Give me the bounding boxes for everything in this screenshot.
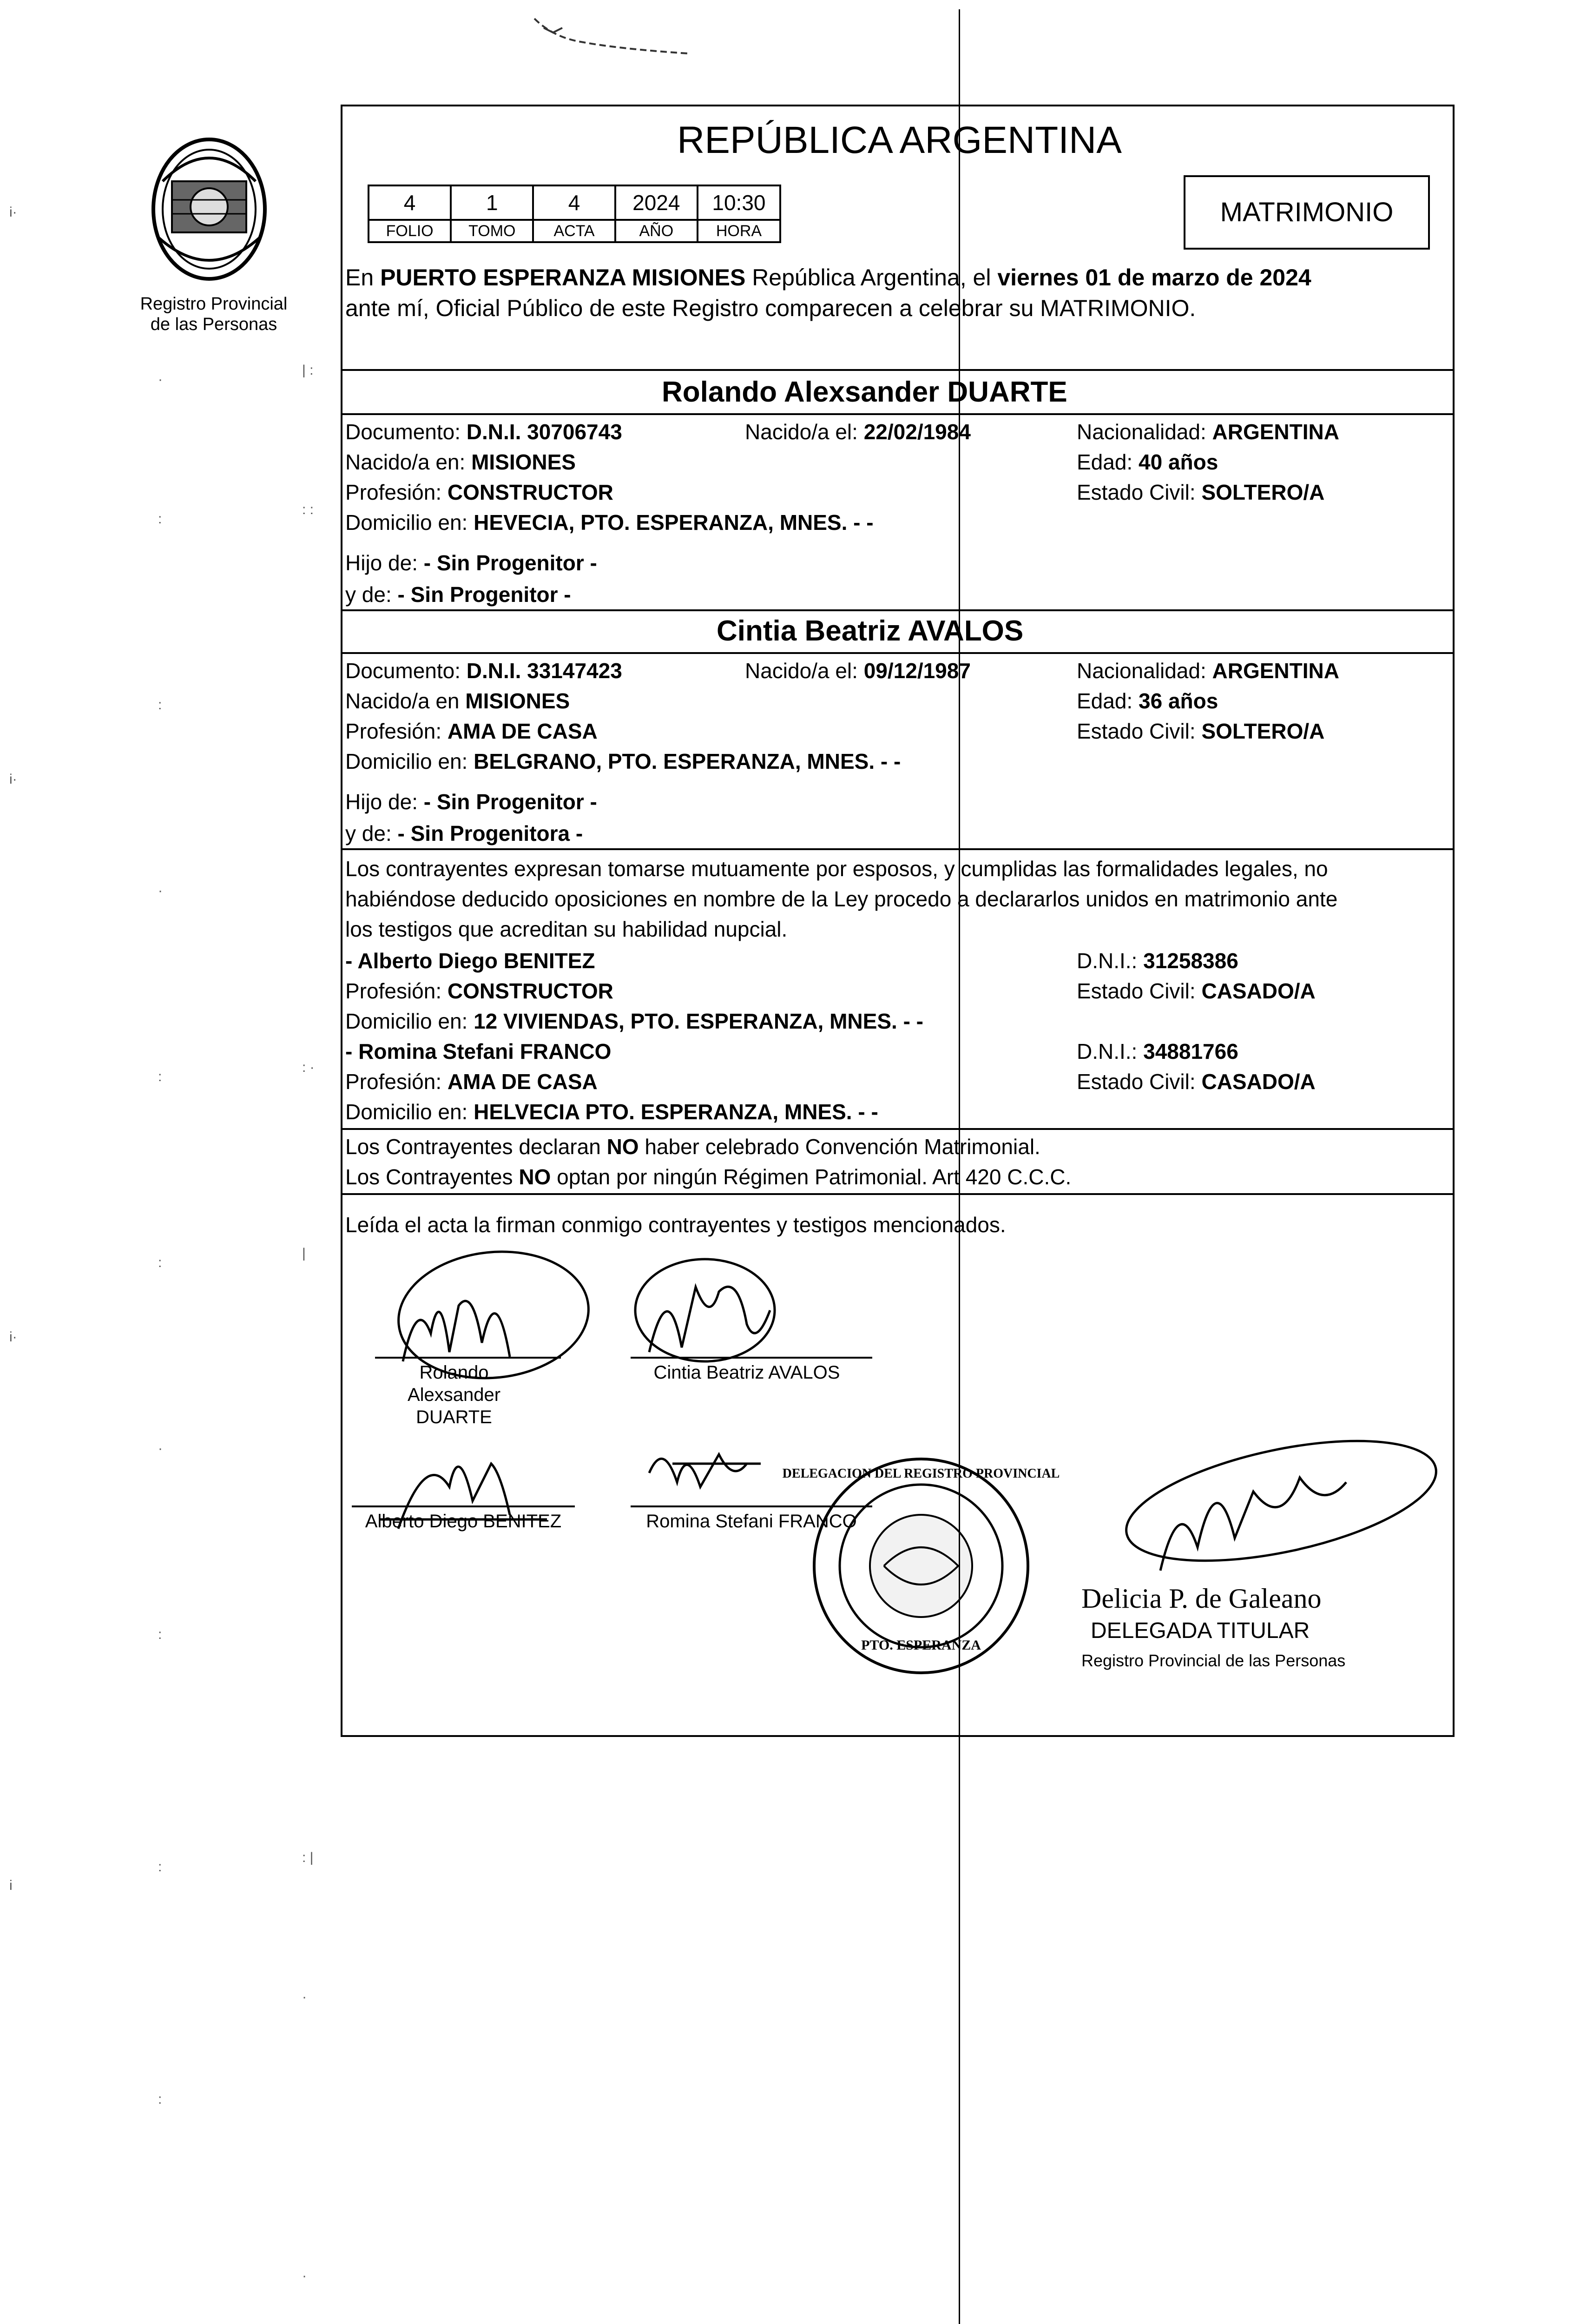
groom-mother: y de: - Sin Progenitor -: [345, 582, 571, 607]
margin-dots: | : : : : · | : | · ·: [302, 363, 315, 2284]
witness-2-address: Domicilio en: HELVECIA PTO. ESPERANZA, MNES. - -: [345, 1100, 878, 1124]
intro-date: viernes 01 de marzo de 2024: [997, 264, 1311, 290]
intro-line-1: En PUERTO ESPERANZA MISIONES República Argentina, el viernes 01 de marzo de 2024: [345, 264, 1311, 290]
acta-value: 4: [533, 185, 615, 220]
bride-birthplace: Nacido/a en MISIONES: [345, 689, 570, 713]
registry-name-line1: Registro Provincial: [140, 294, 288, 314]
witness-2-profession: Profesión: AMA DE CASA: [345, 1070, 598, 1094]
signature-line: [375, 1357, 561, 1359]
groom-profession: Profesión: CONSTRUCTOR: [345, 480, 613, 504]
stamp-outer-text: DELEGACION DEL REGISTRO PROVINCIAL: [782, 1466, 1060, 1481]
witness-1-profession: Profesión: CONSTRUCTOR: [345, 979, 613, 1003]
tomo-label: TOMO: [451, 220, 533, 242]
divider: [342, 1193, 1453, 1195]
bride-age: Edad: 36 años: [1077, 689, 1218, 713]
folio-value: 4: [369, 185, 451, 220]
bride-doc: Documento: D.N.I. 33147423: [345, 659, 622, 683]
witness-2-name: - Romina Stefani FRANCO: [345, 1039, 612, 1063]
bride-profession: Profesión: AMA DE CASA: [345, 719, 598, 743]
bride-civil-status: Estado Civil: SOLTERO/A: [1077, 719, 1325, 743]
scan-artifact: [525, 9, 702, 65]
hour-value: 10:30: [698, 185, 780, 220]
country-title: REPÚBLICA ARGENTINA: [677, 119, 1122, 161]
declaration-line-2: habiéndose deducido oposiciones en nombre de la Ley procedo a declararlos unidos en matrimonio ante: [345, 887, 1338, 911]
doc-type-box: [1184, 175, 1430, 250]
bride-born: Nacido/a el: 09/12/1987: [745, 659, 971, 683]
folio-table: [368, 185, 781, 243]
registry-name-line2: de las Personas: [150, 315, 277, 334]
groom-civil-status: Estado Civil: SOLTERO/A: [1077, 480, 1325, 504]
witness-1-dni: D.N.I.: 31258386: [1077, 949, 1238, 973]
acta-label: ACTA: [533, 220, 615, 242]
official-office: Registro Provincial de las Personas: [1081, 1651, 1346, 1670]
bride-signature-label: Cintia Beatriz AVALOS: [653, 1362, 840, 1383]
scan-fold-line: [959, 9, 960, 2324]
regime-line-1: Los Contrayentes declaran NO haber celebrado Convención Matrimonial.: [345, 1135, 1040, 1159]
divider: [342, 369, 1453, 371]
divider: [342, 413, 1453, 415]
groom-name: Rolando Alexsander DUARTE: [662, 376, 1067, 408]
official-signature: [1105, 1436, 1458, 1585]
stamp-inner-text: PTO. ESPERANZA: [861, 1637, 981, 1653]
declaration-line-1: Los contrayentes expresan tomarse mutuamente por esposos, y cumplidas las formalidades legales, no: [345, 857, 1328, 881]
groom-born: Nacido/a el: 22/02/1984: [745, 420, 971, 444]
groom-birthplace: Nacido/a en: MISIONES: [345, 450, 576, 474]
witness-1-name: - Alberto Diego BENITEZ: [345, 949, 595, 973]
groom-age: Edad: 40 años: [1077, 450, 1218, 474]
official-title: DELEGADA TITULAR: [1091, 1618, 1310, 1643]
intro-line-2: ante mí, Oficial Público de este Registro comparecen a celebrar su MATRIMONIO.: [345, 295, 1196, 321]
signature-line: [631, 1357, 872, 1359]
regime-line-2: Los Contrayentes NO optan por ningún Régimen Patrimonial. Art 420 C.C.C.: [345, 1165, 1072, 1189]
divider: [342, 609, 1453, 611]
groom-father: Hijo de: - Sin Progenitor -: [345, 551, 597, 575]
signature-line: [352, 1505, 575, 1507]
witness-1-civil-status: Estado Civil: CASADO/A: [1077, 979, 1316, 1003]
intro-place: PUERTO ESPERANZA MISIONES: [380, 264, 746, 290]
year-label: AÑO: [615, 220, 698, 242]
registry-name: [125, 294, 302, 335]
bride-name: Cintia Beatriz AVALOS: [717, 615, 1024, 647]
closing-text: Leída el acta la firman conmigo contrayentes y testigos mencionados.: [345, 1213, 1006, 1237]
witness-2-civil-status: Estado Civil: CASADO/A: [1077, 1070, 1316, 1094]
folio-label: FOLIO: [369, 220, 451, 242]
hour-label: HORA: [698, 220, 780, 242]
tomo-value: 1: [451, 185, 533, 220]
bride-mother: y de: - Sin Progenitora -: [345, 821, 583, 845]
groom-nationality: Nacionalidad: ARGENTINA: [1077, 420, 1339, 444]
official-name: Delicia P. de Galeano: [1081, 1583, 1322, 1614]
divider: [342, 652, 1453, 654]
bride-father: Hijo de: - Sin Progenitor -: [345, 790, 597, 814]
province-seal-icon: [139, 130, 279, 288]
divider: [342, 1128, 1453, 1130]
year-value: 2024: [615, 185, 698, 220]
witness-1-signature-label: Alberto Diego BENITEZ: [365, 1511, 562, 1532]
declaration-line-3: los testigos que acreditan su habilidad nupcial.: [345, 917, 788, 941]
registry-logo: [139, 130, 279, 288]
certificate-frame: [341, 105, 1455, 1737]
official-stamp: [782, 1450, 1060, 1682]
divider: [342, 848, 1453, 850]
margin-dots: · : : · : : · : : :: [158, 372, 163, 2107]
bride-nationality: Nacionalidad: ARGENTINA: [1077, 659, 1339, 683]
witness-2-dni: D.N.I.: 34881766: [1077, 1039, 1238, 1063]
doc-type: MATRIMONIO: [1220, 197, 1394, 227]
witness-1-address: Domicilio en: 12 VIVIENDAS, PTO. ESPERANZA, MNES. - -: [345, 1009, 923, 1033]
bride-address: Domicilio en: BELGRANO, PTO. ESPERANZA, MNES. - -: [345, 749, 901, 773]
witness-2-signature-label: Romina Stefani FRANCO: [646, 1511, 857, 1532]
groom-signature-label: Rolando Alexsander DUARTE: [407, 1362, 501, 1427]
groom-address: Domicilio en: HEVECIA, PTO. ESPERANZA, MNES. - -: [345, 510, 874, 535]
groom-doc: Documento: D.N.I. 30706743: [345, 420, 622, 444]
margin-marks: i· i· i· i: [9, 205, 17, 1893]
